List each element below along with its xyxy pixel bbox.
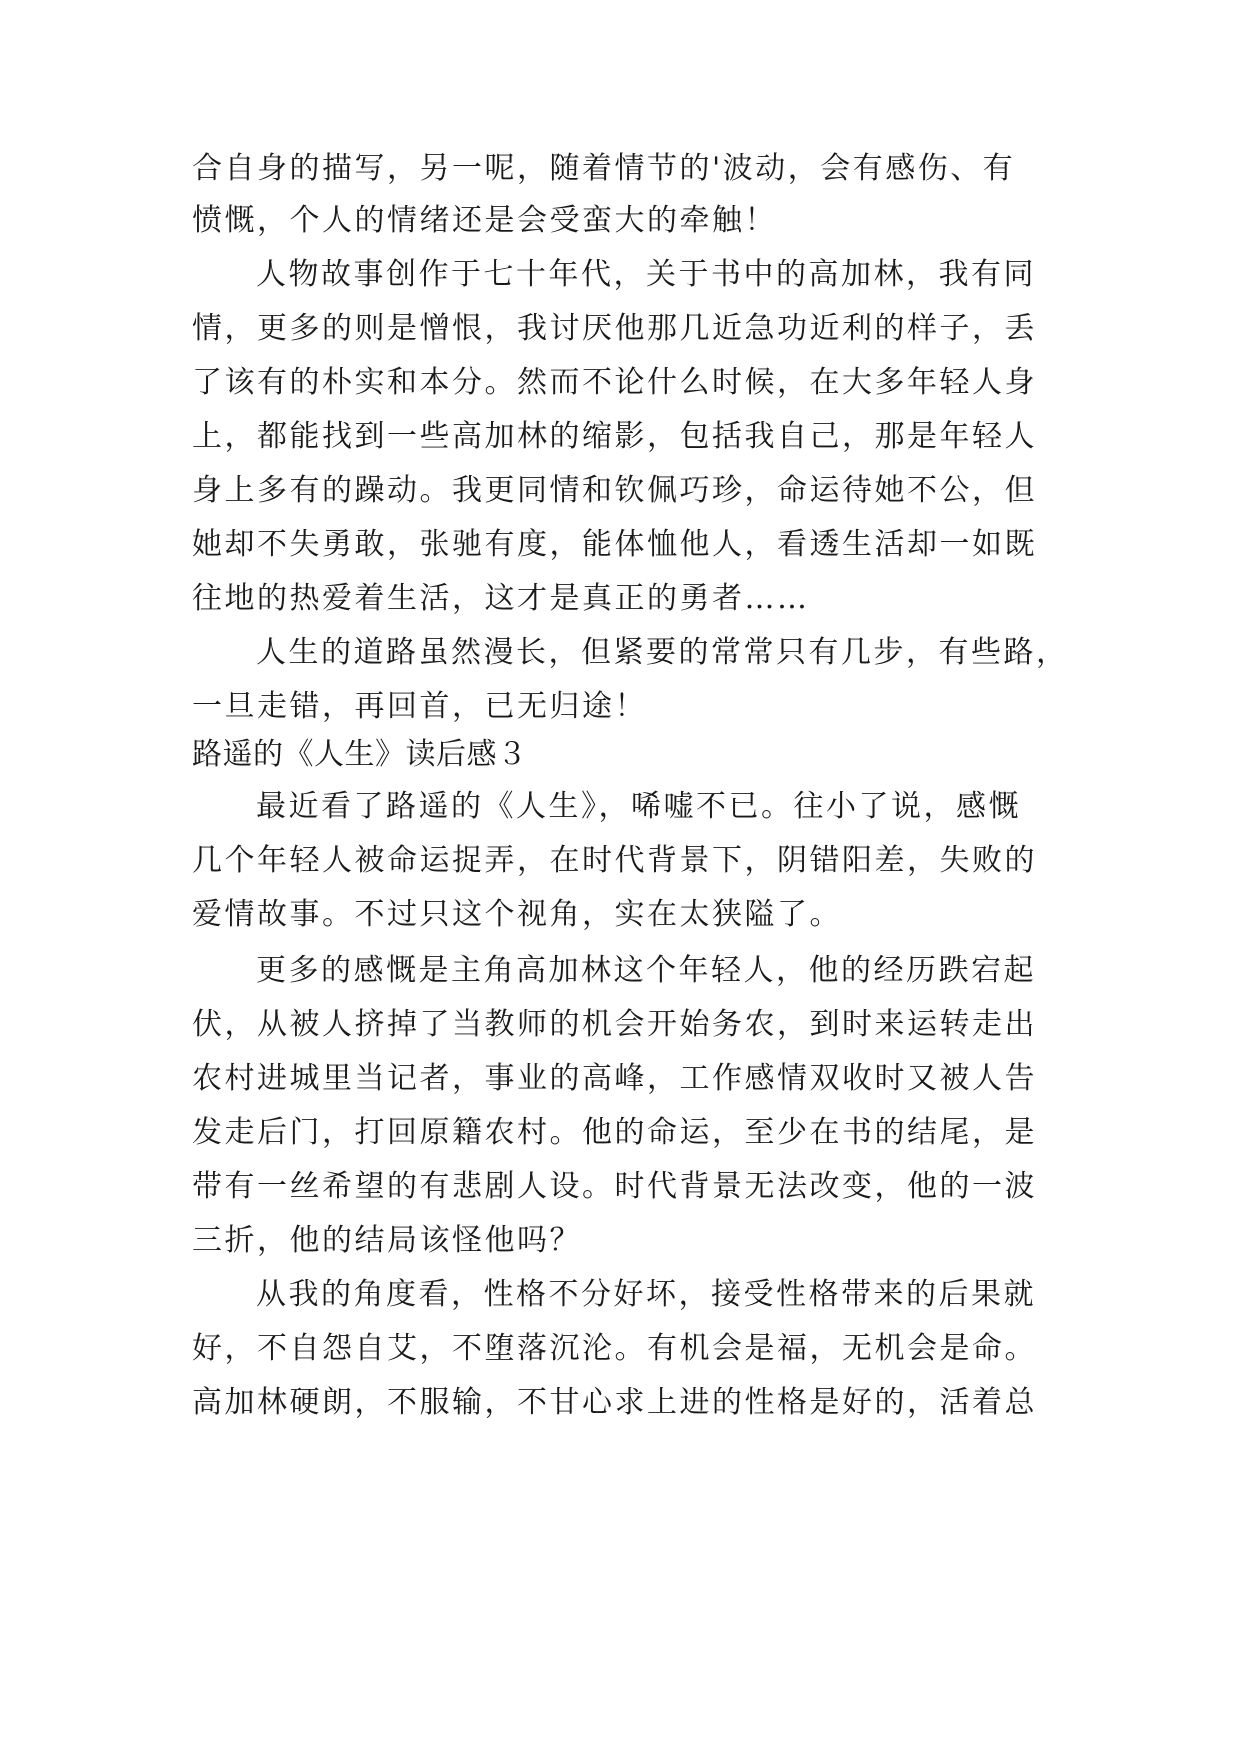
paragraph-first-line: 最近看了路遥的《人生》，唏嘘不已。往小了说，感慨 <box>256 789 1021 824</box>
paragraph-first-line: 人生的道路虽然漫长，但紧要的常常只有几步，有些路， <box>256 635 1069 670</box>
text-line: 三折，他的结局该怪他吗？ <box>192 1223 582 1258</box>
text-line: 往地的热爱着生活，这才是真正的勇者…… <box>192 581 810 616</box>
text-line: 情，更多的则是憎恨，我讨厌他那几近急功近利的样子，丢 <box>192 311 1037 346</box>
text-line: 好，不自怨自艾，不堕落沉沦。有机会是福，无机会是命。 <box>192 1331 1037 1366</box>
text-line: 愤慨，个人的情绪还是会受蛮大的牵触！ <box>192 203 777 238</box>
section-heading: 路遥的《人生》读后感３ <box>192 737 528 772</box>
text-line: 她却不失勇敢，张驰有度，能体恤他人，看透生活却一如既 <box>192 527 1037 562</box>
text-line: 带有一丝希望的有悲剧人设。时代背景无法改变，他的一波 <box>192 1169 1037 1204</box>
text-line: 发走后门，打回原籍农村。他的命运，至少在书的结尾，是 <box>192 1115 1037 1150</box>
text-line: 伏，从被人挤掉了当教师的机会开始务农，到时来运转走出 <box>192 1007 1037 1042</box>
paragraph-first-line: 人物故事创作于七十年代，关于书中的高加林，我有同 <box>256 257 1036 292</box>
text-line: 了该有的朴实和本分。然而不论什么时候，在大多年轻人身 <box>192 365 1037 400</box>
text-line: 一旦走错，再回首，已无归途！ <box>192 689 647 724</box>
text-line: 几个年轻人被命运捉弄，在时代背景下，阴错阳差，失败的 <box>192 843 1037 878</box>
text-line: 高加林硬朗，不服输，不甘心求上进的性格是好的，活着总 <box>192 1385 1037 1420</box>
text-line: 爱情故事。不过只这个视角，实在太狭隘了。 <box>192 897 842 932</box>
text-line: 上，都能找到一些高加林的缩影，包括我自己，那是年轻人 <box>192 419 1037 454</box>
text-line: 身上多有的躁动。我更同情和钦佩巧珍，命运待她不公，但 <box>192 473 1037 508</box>
text-line: 合自身的描写，另一呢，随着情节的'波动，会有感伤、有 <box>192 151 1016 186</box>
paragraph-first-line: 更多的感慨是主角高加林这个年轻人，他的经历跌宕起 <box>256 953 1036 988</box>
paragraph-first-line: 从我的角度看，性格不分好坏，接受性格带来的后果就 <box>256 1277 1036 1312</box>
text-line: 农村进城里当记者，事业的高峰，工作感情双收时又被人告 <box>192 1061 1037 1096</box>
